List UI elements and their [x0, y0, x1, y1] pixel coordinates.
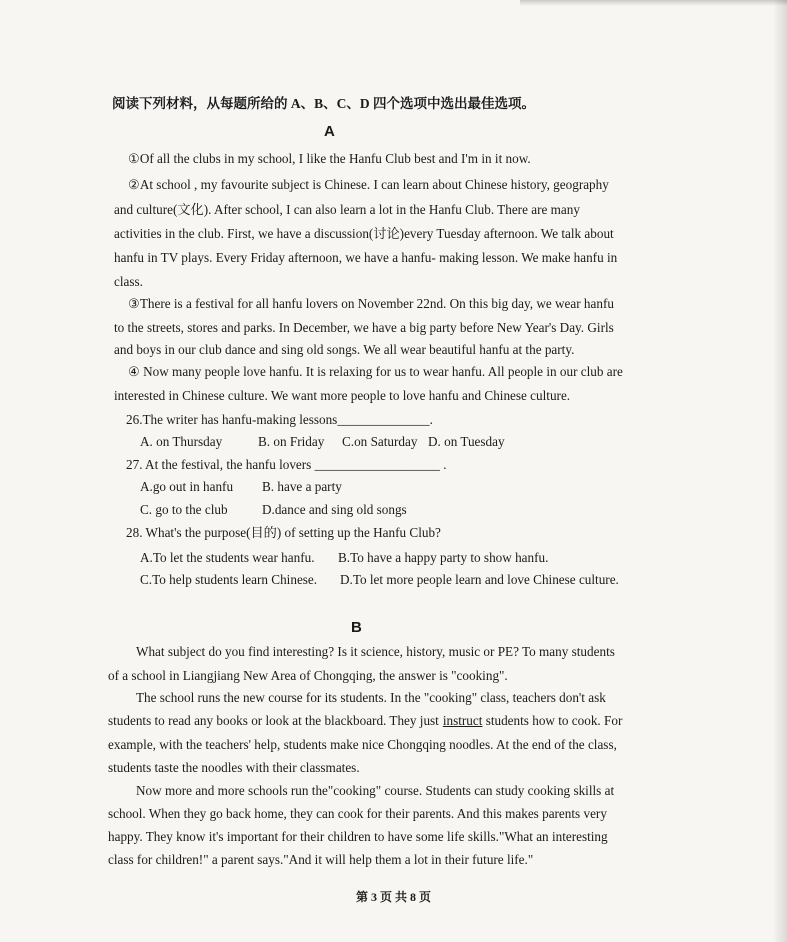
passage-a-line: and boys in our club dance and sing old songs. We all wear beautiful hanfu at the party. [114, 342, 575, 357]
page-number-footer: 第 3 页 共 8 页 [355, 890, 431, 904]
scan-shadow-right [773, 0, 787, 942]
passage-a-line: class. [114, 274, 143, 289]
passage-b-text: students to read any books or look at the blackboard. They just [108, 713, 439, 728]
option: C.To help students learn Chinese. [140, 572, 318, 587]
passage-a-line: and culture(文化). After school, I can also learn a lot in the Hanfu Club. There are many [114, 202, 580, 217]
passage-b-text: students how to cook. For [482, 713, 623, 728]
section-heading-a: A [324, 123, 335, 140]
passage-b-line: happy. They know it's important for their children to have some life skills."What an interesting [108, 829, 608, 844]
question-stem: 28. What's the purpose(目的) of setting up the Hanfu Club? [126, 525, 441, 540]
option: D. on Tuesday [428, 434, 505, 449]
passage-b-line [108, 713, 622, 729]
passage-b-line: Now more and more schools run the"cooking" course. Students can study cooking skills at [136, 783, 615, 798]
option: C. go to the club [140, 502, 228, 517]
passage-b-line: The school runs the new course for its students. In the "cooking" class, teachers don't ask [136, 690, 606, 705]
passage-b-line: What subject do you find interesting? Is it science, history, music or PE? To many students [136, 644, 615, 659]
underlined-word-instruct: instruct [442, 713, 483, 728]
passage-b-line: example, with the teachers' help, students make nice Chongqing noodles. At the end of the class, [108, 737, 617, 752]
option: A.To let the students wear hanfu. [140, 550, 315, 565]
option: B.To have a happy party to show hanfu. [338, 550, 549, 565]
option: D.To let more people learn and love Chinese culture. [340, 572, 619, 587]
option: A.go out in hanfu [140, 479, 234, 494]
passage-b-line: students taste the noodles with their classmates. [108, 760, 360, 775]
scan-shadow-top [520, 0, 787, 6]
option: B. on Friday [258, 434, 325, 449]
instructions: 阅读下列材料，从每题所给的 A、B、C、D 四个选项中选出最佳选项。 [112, 96, 536, 111]
passage-b-line: class for children!" a parent says."And it will help them a lot in their future life." [108, 852, 534, 867]
passage-b-line: school. When they go back home, they can cook for their parents. And this makes parents very [108, 806, 607, 821]
passage-a-line: interested in Chinese culture. We want more people to love hanfu and Chinese culture. [114, 388, 571, 403]
passage-a-line: ③There is a festival for all hanfu lovers on November 22nd. On this big day, we wear hanfu [128, 296, 614, 311]
question-stem: 26.The writer has hanfu-making lessons______________. [126, 412, 433, 427]
option: A. on Thursday [140, 434, 223, 449]
passage-a-line: ①Of all the clubs in my school, I like the Hanfu Club best and I'm in it now. [128, 151, 531, 166]
passage-a-line: to the streets, stores and parks. In December, we have a big party before New Year's Day. Girls [114, 320, 614, 335]
passage-a-line: ④ Now many people love hanfu. It is relaxing for us to wear hanfu. All people in our club are [128, 364, 623, 379]
passage-a-line: activities in the club. First, we have a discussion(讨论)every Tuesday afternoon. We talk about [114, 226, 614, 241]
question-stem: 27. At the festival, the hanfu lovers ___________________ . [126, 457, 447, 472]
option: B. have a party [262, 479, 342, 494]
section-heading-b: B [351, 619, 362, 636]
passage-a-line: ②At school , my favourite subject is Chinese. I can learn about Chinese history, geography [128, 177, 609, 192]
option: D.dance and sing old songs [262, 502, 407, 517]
passage-b-line: of a school in Liangjiang New Area of Chongqing, the answer is "cooking". [108, 668, 508, 683]
option: C.on Saturday [342, 434, 418, 449]
passage-a-line: hanfu in TV plays. Every Friday afternoon, we have a hanfu- making lesson. We make hanfu in [114, 250, 618, 265]
